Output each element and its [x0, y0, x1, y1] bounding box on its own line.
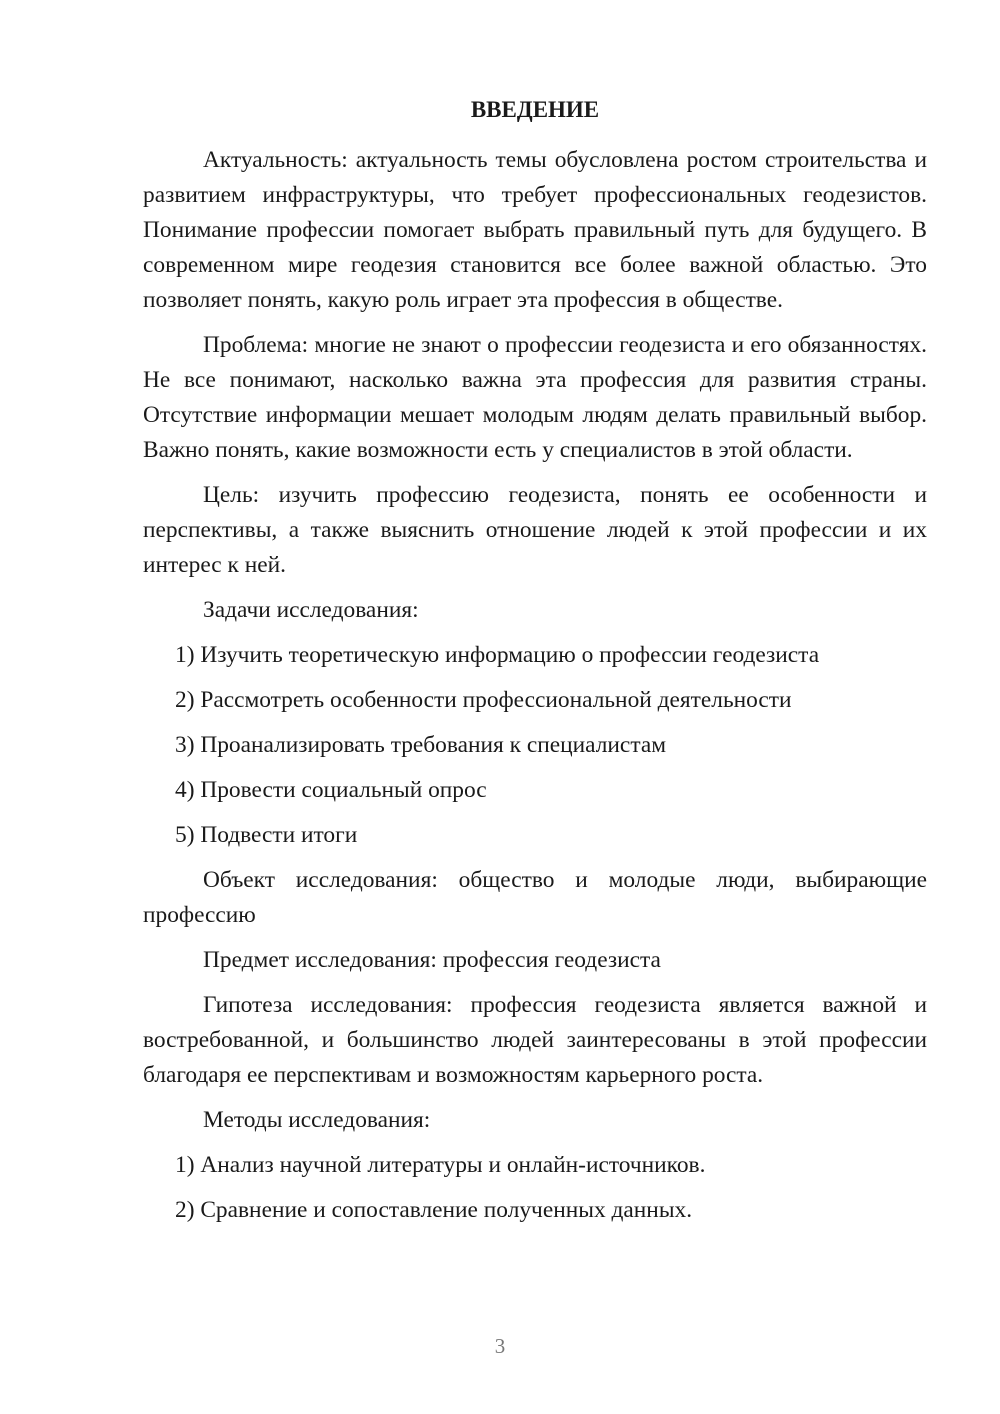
section-title: ВВЕДЕНИЕ: [470, 97, 600, 122]
subject-paragraph: Предмет исследования: профессия геодезиста: [203, 947, 661, 973]
method-item-1: 1) Анализ научной литературы и онлайн-источников.: [175, 1152, 706, 1178]
tasks-heading: Задачи исследования:: [203, 597, 419, 623]
document-body: [143, 143, 927, 1238]
goal-paragraph: Цель: изучить профессию геодезиста, понять ее особенности и перспективы, а также выяснить отношение людей к этой профессии и их интерес к ней.: [143, 482, 927, 578]
problem-paragraph: Проблема: многие не знают о профессии геодезиста и его обязанностях. Не все понимают, насколько важна эта профессия для развития страны. Отсутствие информации мешает молодым людям делать правильный выбор. Важно понять, какие возможности есть у специалистов в этой области.: [143, 332, 927, 463]
task-item-1: 1) Изучить теоретическую информацию о профессии геодезиста: [175, 642, 820, 668]
methods-heading: Методы исследования:: [203, 1107, 431, 1133]
object-paragraph: Объект исследования: общество и молодые люди, выбирающие профессию: [143, 867, 927, 928]
page-number: 3: [494, 1334, 506, 1358]
method-item-2: 2) Сравнение и сопоставление полученных данных.: [175, 1197, 693, 1223]
relevance-paragraph: Актуальность: актуальность темы обусловлена ростом строительства и развитием инфраструктуры, что требует профессиональных геодезистов. Понимание профессии помогает выбрать правильный путь для будущего. В современном мире геодезия становится все более важной областью. Это позволяет понять, какую роль играет эта профессия в обществе.: [143, 147, 927, 313]
task-item-5: 5) Подвести итоги: [175, 822, 358, 848]
task-item-3: 3) Проанализировать требования к специалистам: [175, 732, 667, 758]
task-item-2: 2) Рассмотреть особенности профессиональной деятельности: [175, 687, 792, 713]
hypothesis-paragraph: Гипотеза исследования: профессия геодезиста является важной и востребованной, и большинство людей заинтересованы в этой профессии благодаря ее перспективам и возможностям карьерного роста.: [143, 992, 927, 1088]
task-item-4: 4) Провести социальный опрос: [175, 777, 487, 803]
